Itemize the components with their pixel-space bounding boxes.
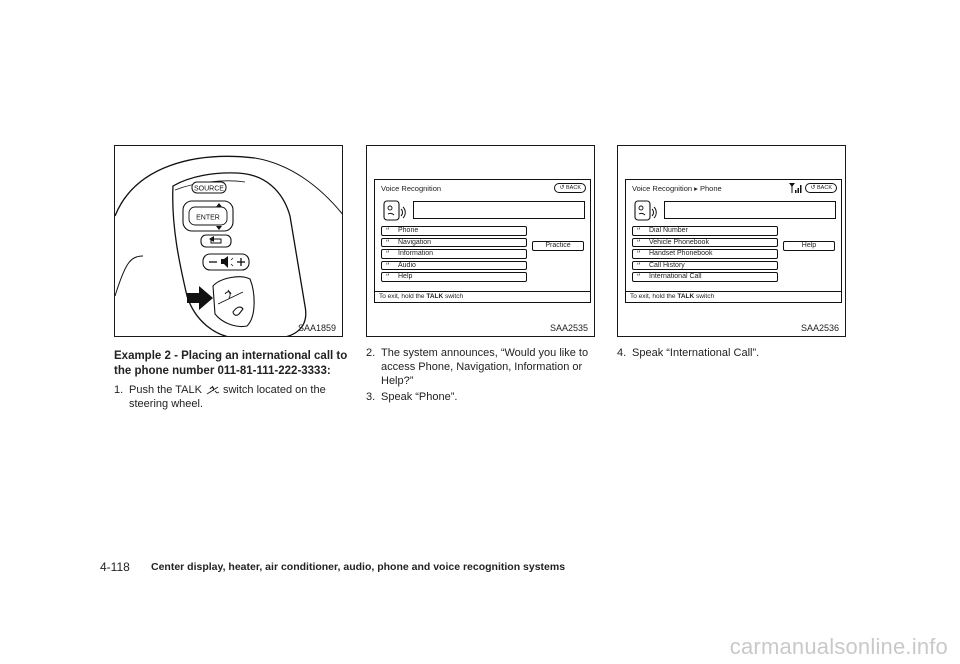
screen-mockup xyxy=(625,179,842,303)
screen-title: Voice Recognition xyxy=(381,184,442,193)
menu-item-label: Help xyxy=(398,273,413,280)
menu-item-phone[interactable] xyxy=(381,226,527,236)
step-1 xyxy=(114,383,349,411)
menu-item-call-history[interactable] xyxy=(632,261,778,271)
voice-mark-icon: ʻʼ xyxy=(637,274,641,280)
figure-code: SAA2536 xyxy=(800,323,839,333)
voice-mark-icon: ʻʼ xyxy=(637,228,641,234)
menu-item-label: Vehicle Phonebook xyxy=(649,238,709,246)
figure-code: SAA1859 xyxy=(297,323,336,333)
voice-menu xyxy=(381,226,527,284)
phone-menu xyxy=(632,226,778,284)
voice-mark-icon: ʻʼ xyxy=(637,251,641,257)
step-text: Speak “International Call”. xyxy=(632,347,760,359)
screen-footer xyxy=(375,291,590,302)
voice-mark-icon: ʻʼ xyxy=(386,239,390,246)
menu-item-label: Phone xyxy=(398,227,419,234)
footer-talk-word: TALK xyxy=(677,293,695,300)
voice-input-display xyxy=(413,201,585,219)
footer-text-prefix: To exit, hold the xyxy=(630,293,678,300)
source-label: SOURCE xyxy=(194,185,224,193)
menu-item-handset-phonebook[interactable] xyxy=(632,249,778,259)
menu-item-vehicle-phonebook[interactable] xyxy=(632,238,778,248)
step-4 xyxy=(617,346,852,360)
menu-item-international-call[interactable] xyxy=(632,272,778,282)
voice-head-icon xyxy=(634,200,658,222)
menu-item-label: International Call xyxy=(649,273,702,280)
voice-head-icon xyxy=(383,200,407,222)
step-text-before: Push the TALK xyxy=(129,384,202,396)
back-arrow-icon: ↺ xyxy=(810,185,816,191)
steering-switch-figure xyxy=(114,145,343,337)
step-number: 1. xyxy=(114,384,124,396)
menu-item-audio[interactable] xyxy=(381,261,527,271)
step-number: 2. xyxy=(366,347,376,359)
figure-code: SAA2535 xyxy=(549,323,588,333)
menu-item-label: Dial Number xyxy=(649,227,688,234)
footer-text-suffix: switch xyxy=(694,293,715,300)
back-arrow-icon: ↺ xyxy=(559,185,565,191)
menu-item-label: Information xyxy=(398,250,434,257)
step-text-after: switch located on the steering wheel. xyxy=(129,384,326,410)
voice-mark-icon: ʻʼ xyxy=(386,274,390,280)
step-number: 4. xyxy=(617,347,627,359)
voice-recognition-figure xyxy=(366,145,595,337)
menu-item-label: Call History xyxy=(649,261,685,269)
menu-item-dial-number[interactable] xyxy=(632,226,778,236)
screen-footer xyxy=(626,291,841,302)
step-3 xyxy=(366,390,601,404)
back-label: BACK xyxy=(817,185,832,191)
watermark: carmanualsonline.info xyxy=(729,634,948,659)
menu-item-label: Audio xyxy=(398,261,416,269)
footer-text-prefix: To exit, hold the xyxy=(379,293,427,300)
voice-mark-icon: ʻʼ xyxy=(386,228,390,234)
voice-recognition-phone-figure xyxy=(617,145,846,337)
signal-strength-icon xyxy=(789,183,803,193)
practice-button[interactable]: Practice xyxy=(532,241,584,251)
voice-mark-icon: ʻʼ xyxy=(637,262,641,269)
menu-item-label: Navigation xyxy=(398,238,432,246)
menu-item-label: Handset Phonebook xyxy=(649,250,713,257)
section-title: Center display, heater, air conditioner, audio, phone and voice recognition systems xyxy=(151,561,566,573)
help-button[interactable]: Help xyxy=(783,241,835,251)
page-number: 4-118 xyxy=(100,560,130,574)
steering-wheel-switch-illustration xyxy=(115,146,343,337)
step-2 xyxy=(366,346,601,388)
footer-text-suffix: switch xyxy=(443,293,464,300)
example-heading: Example 2 - Placing an international call to the phone number 011-81-111-222-3333: xyxy=(114,350,348,377)
step-text: Speak “Phone”. xyxy=(381,391,458,403)
menu-item-help[interactable] xyxy=(381,272,527,282)
footer-talk-word: TALK xyxy=(426,293,444,300)
enter-label: ENTER xyxy=(196,214,220,222)
step-number: 3. xyxy=(366,391,376,403)
menu-item-information[interactable] xyxy=(381,249,527,259)
back-button[interactable] xyxy=(805,183,837,193)
voice-mark-icon: ʻʼ xyxy=(386,251,390,257)
voice-mark-icon: ʻʼ xyxy=(386,262,390,269)
menu-item-navigation[interactable] xyxy=(381,238,527,248)
screen-mockup xyxy=(374,179,591,303)
voice-input-display xyxy=(664,201,836,219)
talk-switch-icon xyxy=(206,383,220,395)
back-label: BACK xyxy=(566,185,581,191)
step-text: The system announces, “Would you like to access Phone, Navigation, Information or Help?” xyxy=(381,347,589,387)
screen-title: Voice Recognition ▸ Phone xyxy=(632,184,722,193)
back-button[interactable] xyxy=(554,183,586,193)
voice-mark-icon: ʻʼ xyxy=(637,239,641,246)
